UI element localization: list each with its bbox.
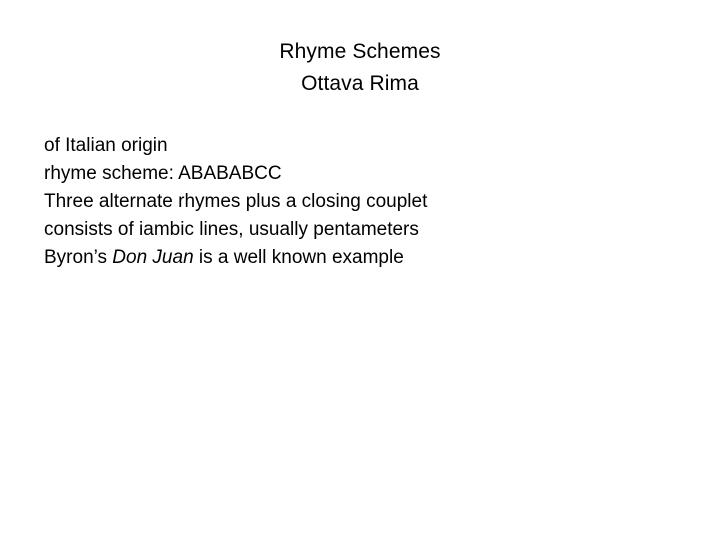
body-line: of Italian origin <box>44 135 168 156</box>
work-title: Don Juan <box>112 247 194 268</box>
body-line: consists of iambic lines, usually pentameters <box>44 219 419 240</box>
title-line-sub: Ottava Rima <box>301 72 419 95</box>
body-line-example <box>44 244 427 272</box>
body-text-list <box>44 132 427 272</box>
body-line: rhyme scheme: ABABABCC <box>44 163 282 184</box>
example-prefix: Byron’s <box>44 247 113 268</box>
title-line-main: Rhyme Schemes <box>279 40 441 63</box>
example-suffix: is a well known example <box>193 247 404 268</box>
body-line: Three alternate rhymes plus a closing couplet <box>44 191 428 212</box>
slide-title <box>0 36 720 100</box>
